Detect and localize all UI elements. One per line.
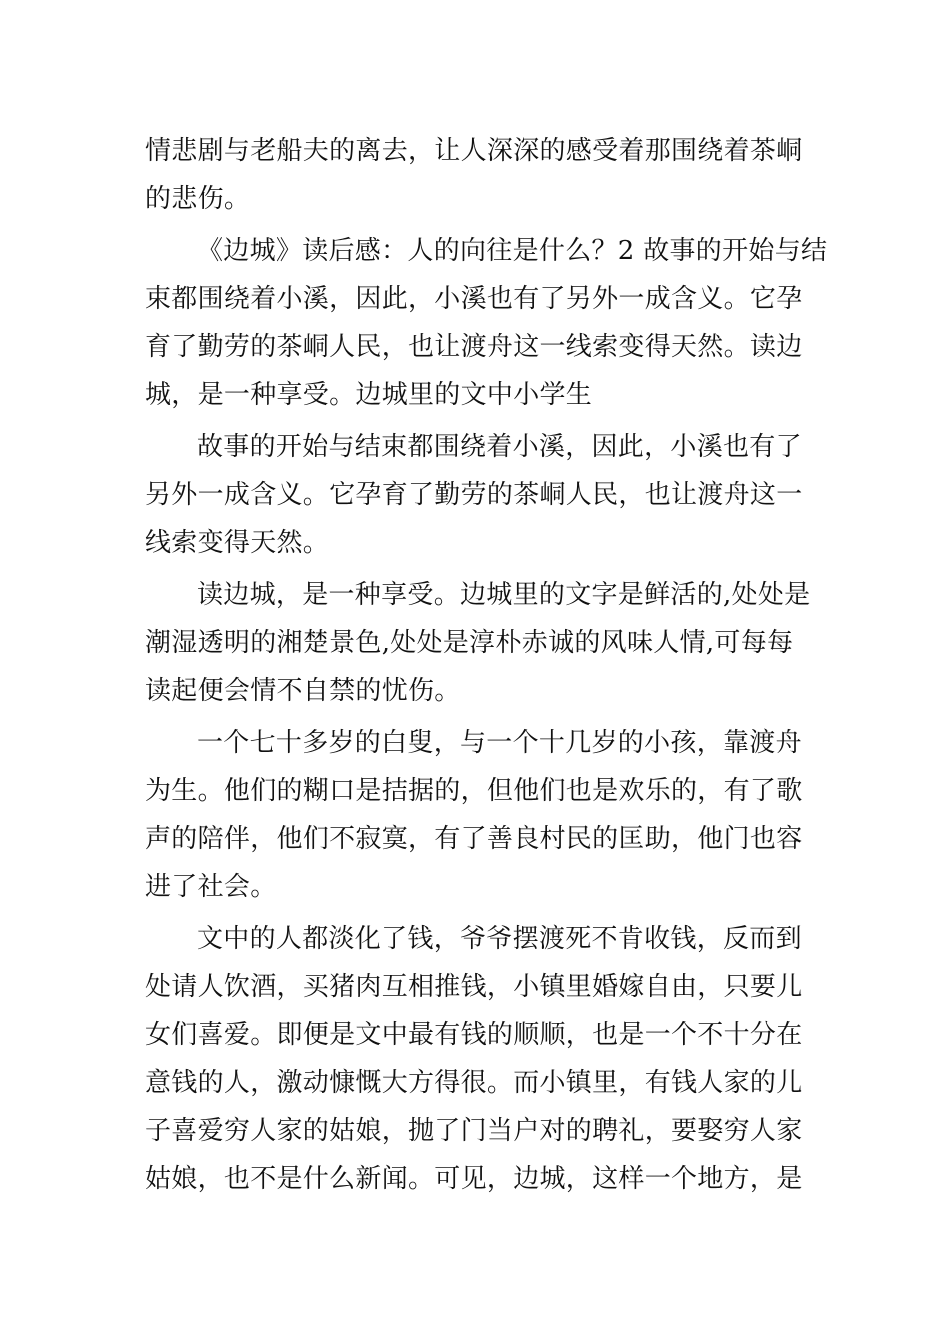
text-line: 城，是一种享受。边城里的文中小学生 [145, 380, 593, 410]
text-line: 束都围绕着小溪，因此，小溪也有了另外一成含义。它孕 [145, 284, 803, 314]
text-line: 姑娘，也不是什么新闻。可见，边城，这样一个地方，是 [145, 1164, 803, 1194]
text-line: 故事的开始与结束都围绕着小溪，因此，小溪也有了 [197, 432, 802, 462]
text-line: 文中的人都淡化了钱，爷爷摆渡死不肯收钱，反而到 [197, 924, 802, 954]
text-line: 子喜爱穷人家的姑娘，抛了门当户对的聘礼，要娶穷人家 [145, 1116, 803, 1146]
text-line: 情悲剧与老船夫的离去，让人深深的感受着那围绕着茶峒 [145, 136, 803, 166]
text-line: 读起便会情不自禁的忧伤。 [145, 676, 461, 706]
paragraph-1 [145, 127, 810, 223]
text-line: 的悲伤。 [145, 184, 251, 214]
text-line: 声的陪伴，他们不寂寞，有了善良村民的匡助，他门也容 [145, 824, 803, 854]
text-line: 另外一成含义。它孕育了勤劳的茶峒人民，也让渡舟这一 [145, 480, 803, 510]
text-line: 读边城，是一种享受。边城里的文字是鲜活的,处处是 [197, 580, 811, 610]
text-line: 为生。他们的糊口是拮据的，但他们也是欢乐的，有了歌 [145, 776, 803, 806]
paragraph-5 [145, 719, 810, 911]
paragraph-3 [145, 423, 810, 567]
paragraph-6 [145, 915, 810, 1203]
text-line: 线索变得天然。 [145, 528, 330, 558]
text-line: 进了社会。 [145, 872, 277, 902]
paragraph-4 [145, 571, 810, 715]
text-line: 《边城》读后感：人的向往是什么？2 故事的开始与结 [197, 236, 828, 266]
paragraph-2 [145, 227, 828, 419]
text-line: 潮湿透明的湘楚景色,处处是淳朴赤诚的风味人情,可每每 [145, 628, 794, 658]
text-line: 处请人饮酒，买猪肉互相推钱，小镇里婚嫁自由，只要儿 [145, 972, 803, 1002]
text-line: 女们喜爱。即便是文中最有钱的顺顺，也是一个不十分在 [145, 1020, 803, 1050]
text-line: 意钱的人，激动慷慨大方得很。而小镇里，有钱人家的儿 [145, 1068, 803, 1098]
text-line: 育了勤劳的茶峒人民，也让渡舟这一线索变得天然。读边 [145, 332, 803, 362]
text-line: 一个七十多岁的白叟，与一个十几岁的小孩，靠渡舟 [197, 728, 802, 758]
body-text [145, 127, 828, 1203]
